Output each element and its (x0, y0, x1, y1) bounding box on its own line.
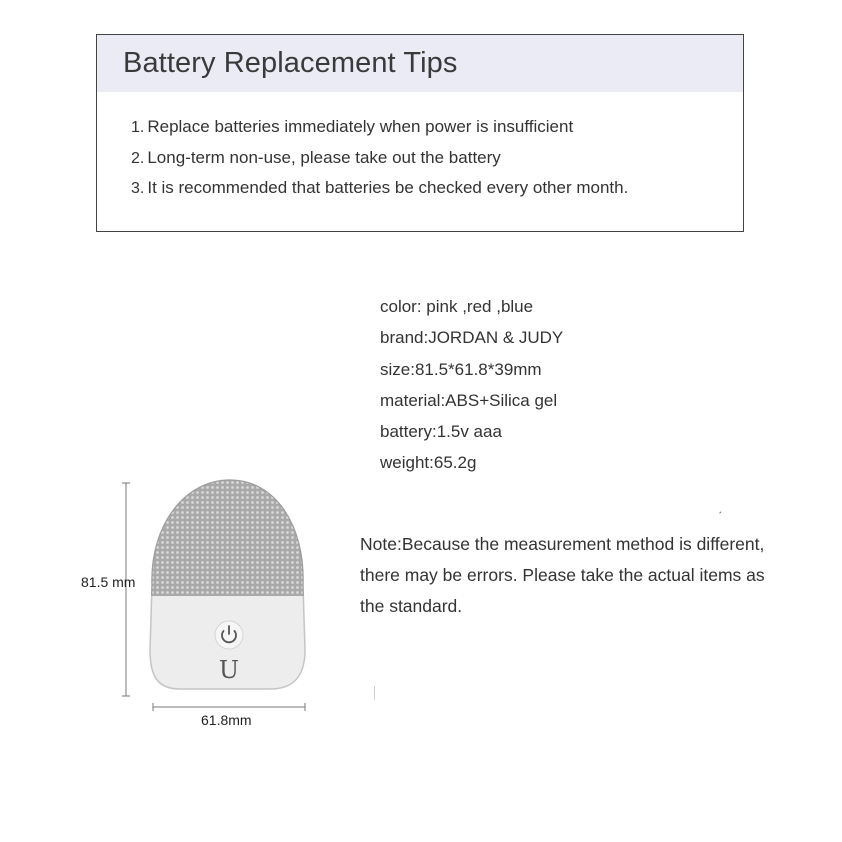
power-icon (215, 621, 243, 649)
spec-weight: weight:65.2g (380, 453, 477, 473)
spec-list (380, 291, 563, 479)
spec-material: material:ABS+Silica gel (380, 390, 558, 410)
tip-item (131, 143, 743, 174)
stray-mark: ˏ (718, 500, 722, 514)
battery-tips-box (96, 34, 744, 232)
tips-title: Battery Replacement Tips (123, 47, 458, 79)
tip-item (131, 173, 743, 204)
stray-line (374, 686, 375, 700)
tip-text: It is recommended that batteries be checked every other month. (147, 178, 629, 197)
brand-logo-icon: U (218, 656, 240, 684)
device-illustration (70, 470, 330, 750)
tip-number: 3. (131, 180, 145, 197)
tips-header (97, 35, 743, 92)
tip-number: 2. (131, 149, 145, 167)
width-dimension-line (153, 703, 305, 711)
device-diagram (70, 470, 330, 750)
tip-item (131, 112, 743, 143)
tip-number: 1. (131, 119, 145, 136)
tip-text: Replace batteries immediately when power is insufficient (147, 117, 574, 136)
width-label: 61.8mm (201, 712, 252, 728)
spec-battery: battery:1.5v aaa (380, 422, 502, 442)
tip-text: Long-term non-use, please take out the battery (147, 147, 501, 167)
tips-list (97, 92, 743, 204)
spec-brand: brand:JORDAN & JUDY (380, 328, 564, 348)
measurement-note: Note:Because the measurement method is different, there may be errors. Please take the actual items as the standard. (360, 534, 765, 616)
spec-color: color: pink ,red ,blue (380, 297, 534, 316)
height-label: 81.5 mm (81, 574, 136, 590)
spec-size: size:81.5*61.8*39mm (380, 359, 542, 379)
